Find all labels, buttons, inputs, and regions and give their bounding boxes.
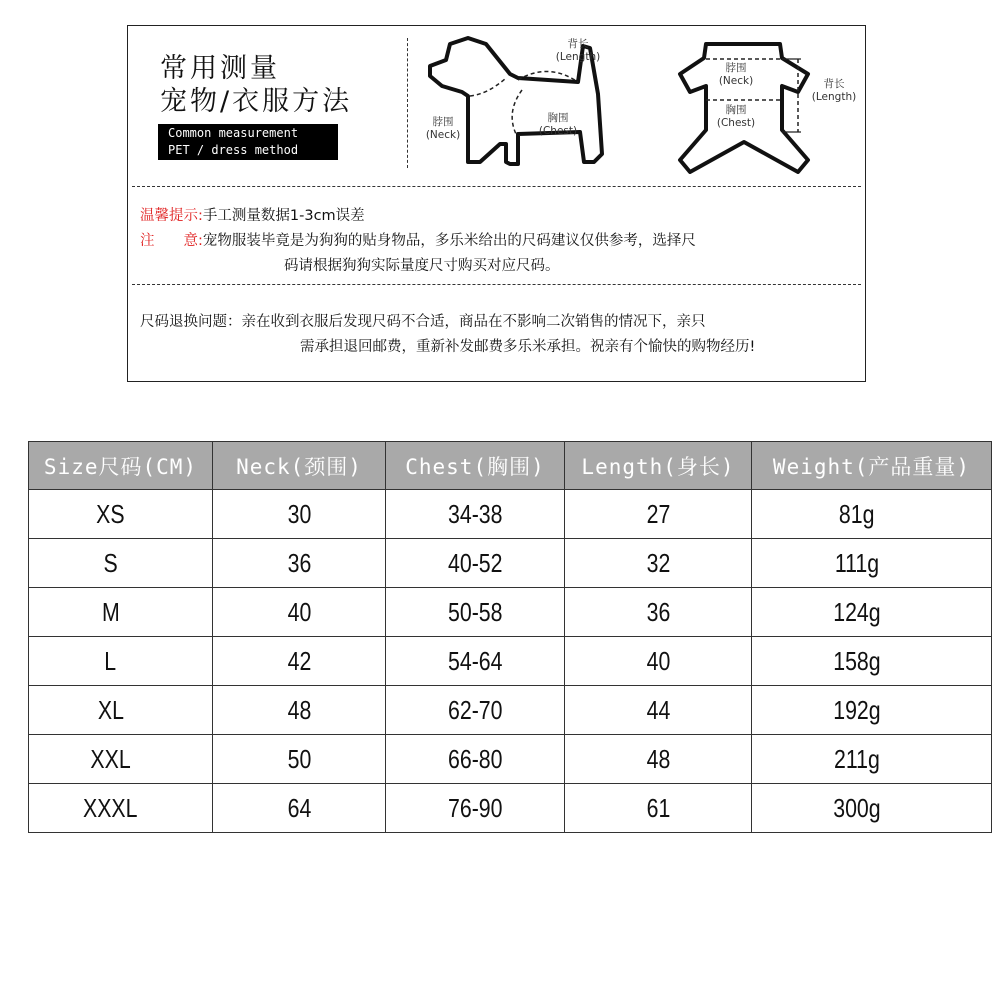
guide-title-cn [160,52,352,118]
cell-length: 32 [565,539,752,588]
exchange-line2: 需承担退回邮费，重新补发邮费多乐米承担。祝亲有个愉快的购物经历! [300,339,756,355]
cell-length: 61 [565,784,752,833]
dog-chest-label: 胸围 (Chest) [538,112,578,137]
table-row [29,539,992,588]
cell-length: 36 [565,588,752,637]
measurement-guide-panel [127,25,866,382]
table-row [29,686,992,735]
dog-measurement-diagram [418,34,608,184]
cell-size: XXXL [29,784,213,833]
dog-length-label: 背长 (Length) [555,38,601,63]
exchange-policy [140,310,755,360]
cell-size: XXL [29,735,213,784]
cell-weight: 211g [752,735,992,784]
header-size: Size尺码(CM) [29,442,213,490]
guide-subtitle-line2: PET / dress method [168,143,299,157]
cell-size: M [29,588,213,637]
cell-neck: 48 [213,686,386,735]
cell-weight: 300g [752,784,992,833]
header-length: Length(身长) [565,442,752,490]
note-text-line2: 码请根据狗狗实际量度尺寸购买对应尺码。 [284,258,560,274]
cell-weight: 124g [752,588,992,637]
clothes-length-label: 背长 (Length) [811,78,857,103]
table-row [29,637,992,686]
cell-neck: 30 [213,490,386,539]
tip-text: 手工测量数据1-3cm误差 [202,208,365,224]
cell-chest: 62-70 [386,686,565,735]
clothes-neck-label: 脖围 (Neck) [718,62,754,87]
header-chest: Chest(胸围) [386,442,565,490]
table-row [29,490,992,539]
cell-chest: 34-38 [386,490,565,539]
cell-weight: 111g [752,539,992,588]
cell-size: XL [29,686,213,735]
cell-weight: 192g [752,686,992,735]
cell-chest: 50-58 [386,588,565,637]
header-weight: Weight(产品重量) [752,442,992,490]
guide-header [128,26,865,186]
cell-size: L [29,637,213,686]
dog-neck-label: 脖围 (Neck) [425,116,461,141]
header-neck: Neck(颈围) [213,442,386,490]
cell-neck: 64 [213,784,386,833]
guide-title-en [158,124,338,160]
table-header-row [29,442,992,490]
cell-weight: 81g [752,490,992,539]
table-row [29,735,992,784]
cell-neck: 36 [213,539,386,588]
clothes-chest-label: 胸围 (Chest) [716,104,756,129]
dashed-divider-1 [132,186,861,187]
cell-weight: 158g [752,637,992,686]
note-row [140,229,696,254]
vertical-divider [407,38,408,168]
cell-size: S [29,539,213,588]
cell-neck: 42 [213,637,386,686]
cell-length: 48 [565,735,752,784]
table-row [29,784,992,833]
cell-neck: 40 [213,588,386,637]
cell-chest: 76-90 [386,784,565,833]
tip-label: 温馨提示: [140,208,203,224]
cell-chest: 54-64 [386,637,565,686]
cell-length: 27 [565,490,752,539]
guide-subtitle-line1: Common measurement [168,126,299,140]
guide-title-line1: 常用测量 [160,53,280,84]
cell-size: XS [29,490,213,539]
tip-row [140,204,696,229]
cell-chest: 40-52 [386,539,565,588]
cell-chest: 66-80 [386,735,565,784]
cell-length: 40 [565,637,752,686]
size-chart-table [28,441,992,833]
clothes-measurement-diagram [676,34,861,184]
exchange-line1: 尺码退换问题：亲在收到衣服后发现尺码不合适，商品在不影响二次销售的情况下，亲只 [140,314,706,330]
guide-title-line2: 宠物/衣服方法 [160,86,353,117]
note-label: 注 意: [140,233,203,249]
cell-neck: 50 [213,735,386,784]
cell-length: 44 [565,686,752,735]
dashed-divider-2 [132,284,861,285]
note-text-line1: 宠物服装毕竟是为狗狗的贴身物品，多乐米给出的尺码建议仅供参考，选择尺 [202,233,696,249]
table-row [29,588,992,637]
measurement-notice [140,204,696,279]
